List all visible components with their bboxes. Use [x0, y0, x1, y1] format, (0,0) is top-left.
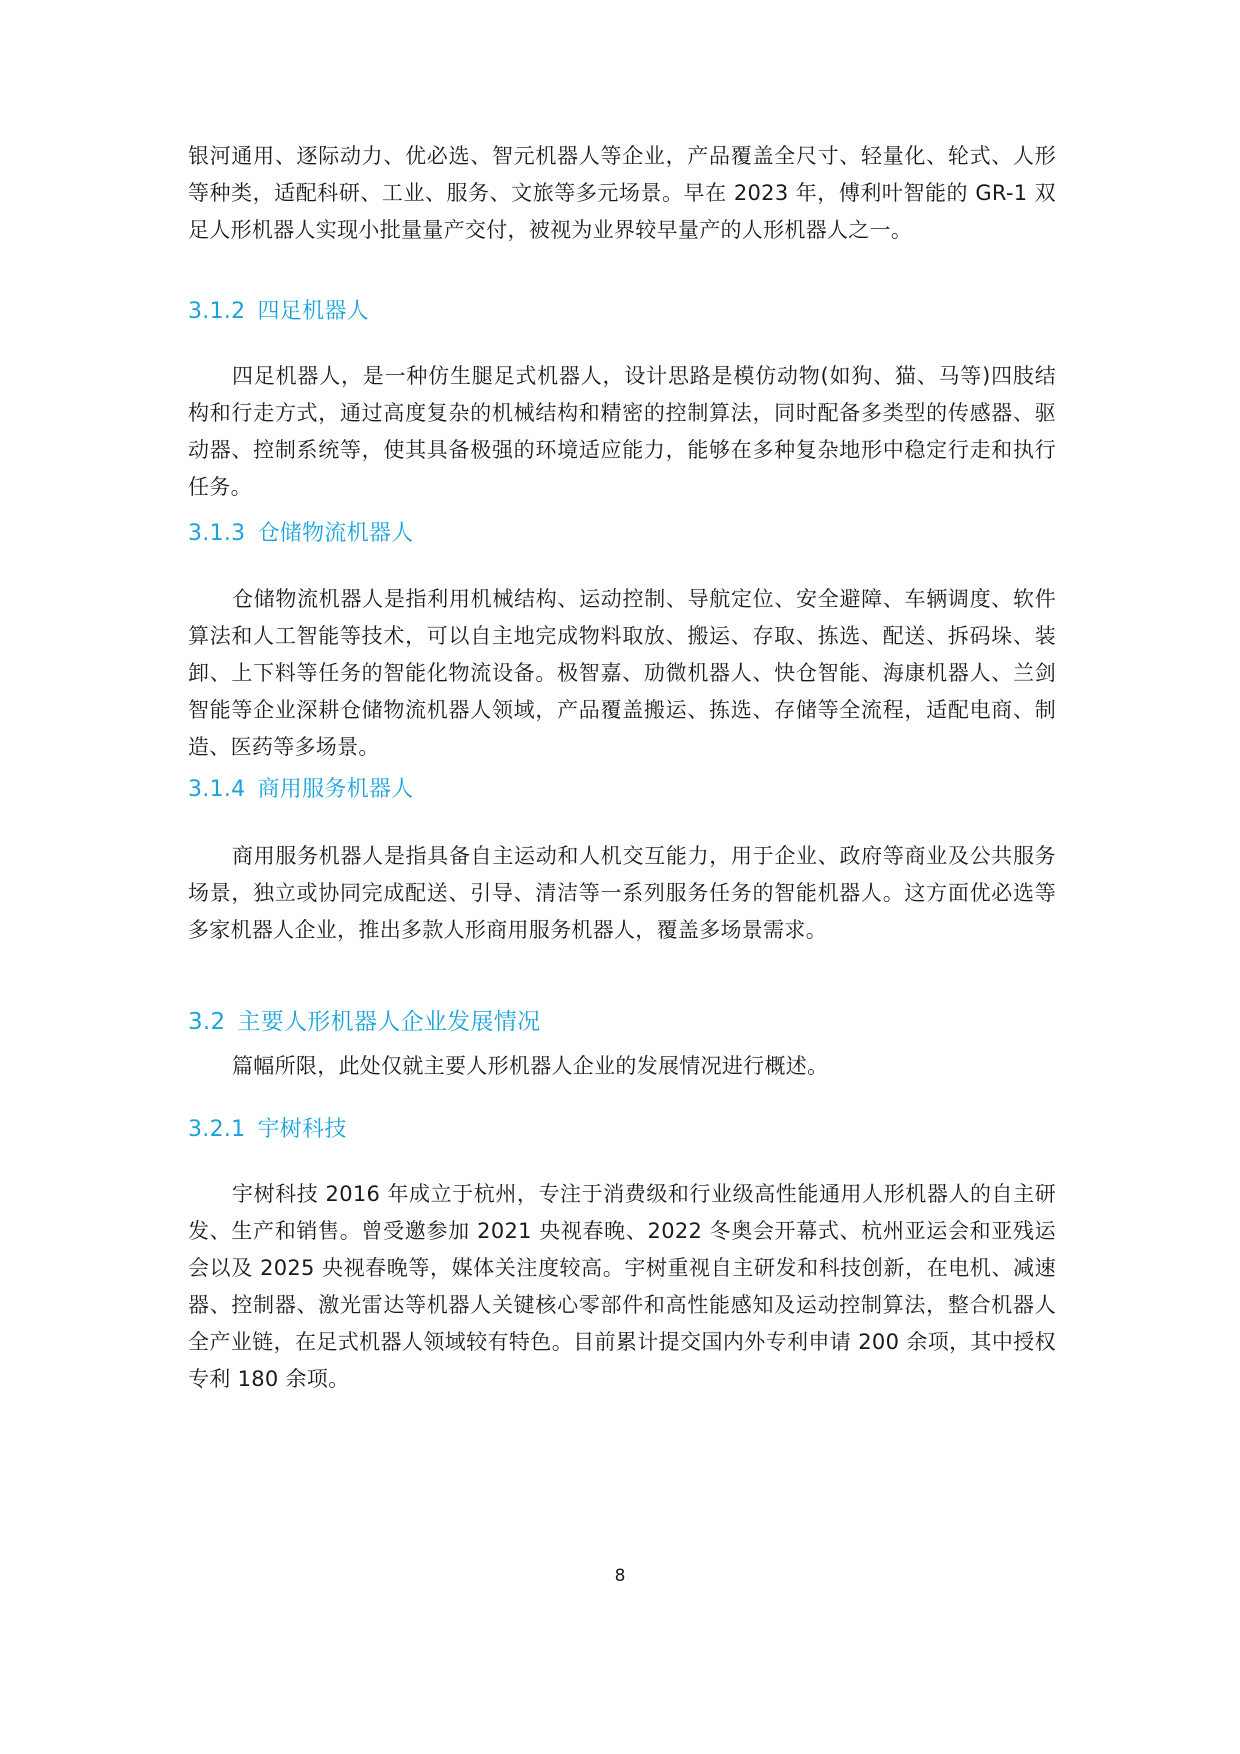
section-number: 3.2.1	[188, 1117, 246, 1142]
section-number: 3.2	[188, 1009, 226, 1035]
section-number: 3.1.4	[188, 777, 246, 802]
section-paragraph-3-1-4: 商用服务机器人是指具备自主运动和人机交互能力，用于企业、政府等商业及公共服务场景，独立或协同完成配送、引导、清洁等一系列服务任务的智能机器人。这方面优必选等多家机器人企业，推出多款人形商用服务机器人，覆盖多场景需求。	[188, 844, 1056, 942]
section-paragraph-3-1-3: 仓储物流机器人是指利用机械结构、运动控制、导航定位、安全避障、车辆调度、软件算法和人工智能等技术，可以自主地完成物料取放、搬运、存取、拣选、配送、拆码垛、装卸、上下料等任务的智能化物流设备。极智嘉、劢微机器人、快仓智能、海康机器人、兰剑智能等企业深耕仓储物流机器人领域，产品覆盖搬运、拣选、存储等全流程，适配电商、制造、医药等多场景。	[188, 587, 1056, 759]
section-title: 商用服务机器人	[257, 777, 414, 802]
section-heading-3-1-2	[188, 297, 369, 327]
page-number: 8	[614, 1566, 626, 1586]
section-heading-3-2-1	[188, 1115, 347, 1145]
section-heading-3-1-4	[188, 775, 414, 805]
section-heading-3-2	[188, 1007, 540, 1037]
section-paragraph-3-1-2: 四足机器人，是一种仿生腿足式机器人，设计思路是模仿动物(如狗、猫、马等)四肢结构和行走方式，通过高度复杂的机械结构和精密的控制算法，同时配备多类型的传感器、驱动器、控制系统等，使其具备极强的环境适应能力，能够在多种复杂地形中稳定行走和执行任务。	[188, 364, 1056, 499]
section-title: 宇树科技	[257, 1117, 347, 1142]
section-title: 主要人形机器人企业发展情况	[237, 1009, 541, 1035]
section-paragraph-3-2: 篇幅所限，此处仅就主要人形机器人企业的发展情况进行概述。	[232, 1054, 829, 1078]
intro-paragraph: 银河通用、逐际动力、优必选、智元机器人等企业，产品覆盖全尺寸、轻量化、轮式、人形等种类，适配科研、工业、服务、文旅等多元场景。早在 2023 年，傅利叶智能的 GR-1 双足人形机器人实现小批量量产交付，被视为业界较早量产的人形机器人之一。	[188, 144, 1056, 242]
section-number: 3.1.3	[188, 521, 246, 546]
section-number: 3.1.2	[188, 299, 246, 324]
section-heading-3-1-3	[188, 519, 414, 549]
section-title: 四足机器人	[257, 299, 369, 324]
section-paragraph-3-2-1: 宇树科技 2016 年成立于杭州，专注于消费级和行业级高性能通用人形机器人的自主研发、生产和销售。曾受邀参加 2021 央视春晚、2022 冬奥会开幕式、杭州亚运会和亚残运会以及 2025 央视春晚等，媒体关注度较高。宇树重视自主研发和科技创新，在电机、减速器、控制器、激光雷达等机器人关键核心零部件和高性能感知及运动控制算法，整合机器人全产业链，在足式机器人领域较有特色。目前累计提交国内外专利申请 200 余项，其中授权专利 180 余项。	[188, 1182, 1056, 1391]
section-title: 仓储物流机器人	[257, 521, 414, 546]
